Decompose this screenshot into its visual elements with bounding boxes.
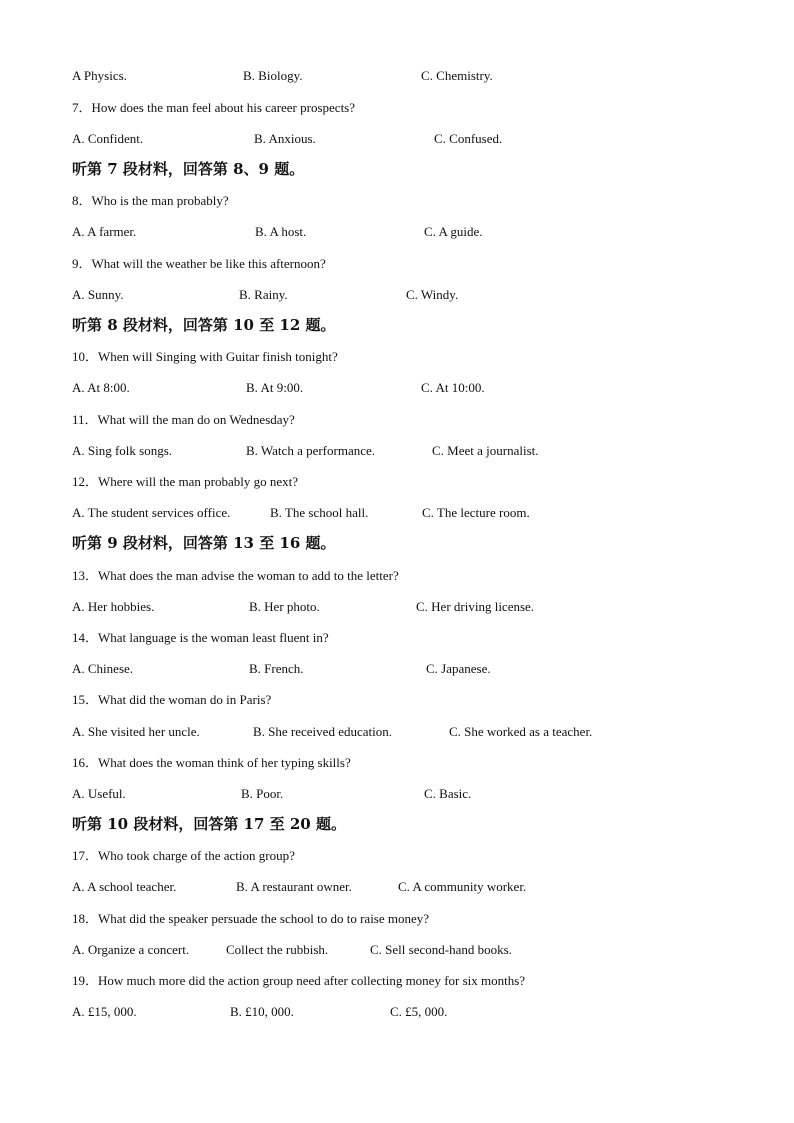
answer-option: C. At 10:00. — [421, 380, 485, 395]
question-text: 17．Who took charge of the action group? — [72, 848, 295, 863]
answer-option: A. Sunny. — [72, 287, 124, 302]
section-heading: 听第 10 段材料，回答第 17 至 20 题。 — [72, 815, 346, 833]
answer-option: C. Basic. — [424, 786, 472, 801]
answer-option: C. Her driving license. — [416, 599, 535, 614]
answer-option: B. £10, 000. — [230, 1004, 294, 1019]
answer-option: B. Biology. — [243, 68, 303, 83]
answer-option: C. Chemistry. — [421, 68, 493, 83]
answer-option: B. Her photo. — [249, 599, 320, 614]
answer-option: B. She received education. — [253, 724, 392, 739]
answer-option: A. Useful. — [72, 786, 126, 801]
answer-option: B. The school hall. — [270, 505, 369, 520]
answer-option: C. The lecture room. — [422, 505, 530, 520]
answer-option: C. Confused. — [434, 131, 503, 146]
answer-option: B. A host. — [255, 224, 307, 239]
question-text: 16．What does the woman think of her typing skills? — [72, 755, 351, 770]
answer-option: A. £15, 000. — [72, 1004, 137, 1019]
answer-option: C. £5, 000. — [390, 1004, 448, 1019]
answer-option: A. At 8:00. — [72, 380, 130, 395]
question-text: 19．How much more did the action group need after collecting money for six months? — [72, 973, 526, 988]
answer-option: C. She worked as a teacher. — [449, 724, 593, 739]
question-text: 7．How does the man feel about his career prospects? — [72, 100, 356, 115]
section-heading: 听第 8 段材料，回答第 10 至 12 题。 — [72, 316, 336, 334]
answer-option: B. Watch a performance. — [246, 443, 376, 458]
answer-option: C. A guide. — [424, 224, 483, 239]
answer-option: C. Japanese. — [426, 661, 491, 676]
answer-option: A. Her hobbies. — [72, 599, 155, 614]
question-text: 8．Who is the man probably? — [72, 193, 229, 208]
question-text: 11．What will the man do on Wednesday? — [72, 412, 295, 427]
answer-option: B. A restaurant owner. — [236, 879, 352, 894]
answer-option: A. Sing folk songs. — [72, 443, 173, 458]
question-text: 14．What language is the woman least fluent in? — [72, 630, 329, 645]
answer-option: B. Poor. — [241, 786, 284, 801]
answer-option: C. Sell second-hand books. — [370, 942, 512, 957]
answer-option: A. A school teacher. — [72, 879, 177, 894]
question-text: 18．What did the speaker persuade the school to do to raise money? — [72, 911, 430, 926]
answer-option: A. Confident. — [72, 131, 144, 146]
question-text: 10．When will Singing with Guitar finish tonight? — [72, 349, 338, 364]
answer-option: A. A farmer. — [72, 224, 137, 239]
question-text: 13．What does the man advise the woman to add to the letter? — [72, 568, 399, 583]
question-text: 12．Where will the man probably go next? — [72, 474, 298, 489]
answer-option: Collect the rubbish. — [226, 942, 329, 957]
answer-option: C. Meet a journalist. — [432, 443, 539, 458]
section-heading: 听第 7 段材料，回答第 8、9 题。 — [72, 160, 305, 178]
answer-option: A. Organize a concert. — [72, 942, 190, 957]
answer-option: B. At 9:00. — [246, 380, 304, 395]
answer-option: C. Windy. — [406, 287, 459, 302]
answer-option: A Physics. — [72, 68, 127, 83]
answer-option: A. The student services office. — [72, 505, 231, 520]
answer-option: B. Rainy. — [239, 287, 288, 302]
answer-option: A. Chinese. — [72, 661, 134, 676]
answer-option: B. French. — [249, 661, 304, 676]
answer-option: B. Anxious. — [254, 131, 316, 146]
section-heading: 听第 9 段材料，回答第 13 至 16 题。 — [72, 534, 336, 552]
question-text: 15．What did the woman do in Paris? — [72, 692, 272, 707]
question-text: 9．What will the weather be like this afternoon? — [72, 256, 326, 271]
answer-option: C. A community worker. — [398, 879, 527, 894]
answer-option: A. She visited her uncle. — [72, 724, 200, 739]
